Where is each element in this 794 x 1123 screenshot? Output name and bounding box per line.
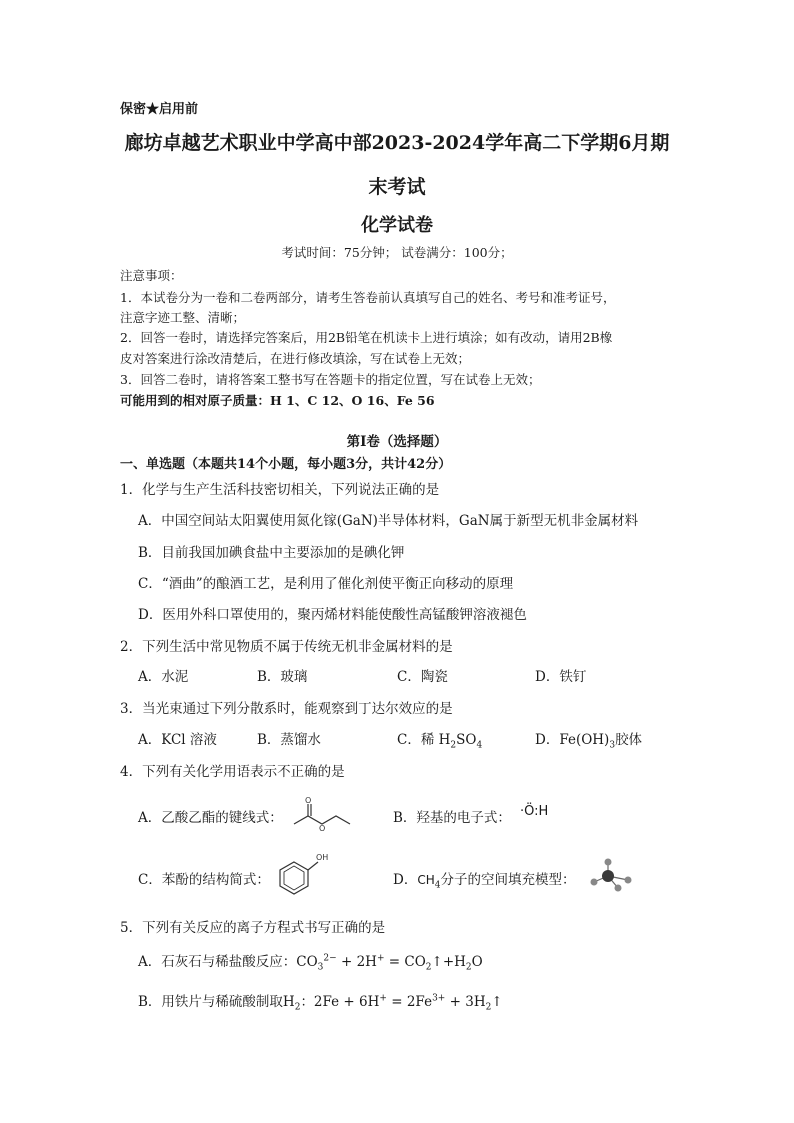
question-2-stem: 2．下列生活中常见物质不属于传统无机非金属材料的是	[120, 639, 453, 655]
note-line-1: 1．本试卷分为一卷和二卷两部分，请考生答卷前认真填写自己的姓名、考号和准考证号，	[120, 290, 616, 305]
question-5-option-b: B．用铁片与稀硫酸制取$H_2$：$2Fe + 6H^+ = 2Fe^{3+}$ + $3H_2↑$	[138, 993, 503, 1013]
question-3-stem: 3．当光束通过下列分散系时，能观察到丁达尔效应的是	[120, 701, 453, 717]
question-1-option-c: C．“酒曲”的酿酒工艺，是利用了催化剂使平衡正向移动的原理	[138, 576, 514, 592]
ethyl-acetate-carbonyl-o: O	[305, 796, 312, 805]
ethyl-acetate-ester-o: O	[319, 824, 326, 833]
phenol-structure-icon	[272, 850, 332, 896]
question-5-option-a: A．石灰石与稀盐酸反应：$CO_3^{2-} + 2H^+$ = $CO_2↑+H_2O$	[138, 953, 483, 973]
question-4-option-a: A．乙酸乙酯的键线式：	[138, 810, 283, 826]
question-3-option-b: B．蒸馏水	[257, 732, 321, 748]
question-5-stem: 5．下列有关反应的离子方程式书写正确的是	[120, 920, 386, 936]
question-4-option-c: C．苯酚的结构简式：	[138, 872, 270, 888]
question-4-option-b: B．羟基的电子式：	[393, 810, 511, 826]
section-title: 第Ⅰ卷（选择题）	[346, 434, 448, 450]
question-1-option-d: D．医用外科口罩使用的，聚丙烯材料能使酸性高锰酸钾溶液褪色	[138, 607, 527, 623]
question-3-option-d: D．$Fe(OH)_3$胶体	[535, 732, 643, 751]
question-1-option-a: A．中国空间站太阳翼使用氮化镓(GaN)半导体材料，GaN属于新型无机非金属材料	[138, 513, 639, 529]
notes-heading: 注意事项：	[120, 268, 183, 283]
hydroxyl-electron-formula: ·Ö:H	[520, 804, 549, 819]
exam-subtitle: 化学试卷	[361, 215, 433, 236]
exam-title-line1: 廊坊卓越艺术职业中学高中部2023-2024学年高二下学期6月期	[124, 132, 670, 154]
note-atomic-mass: 可能用到的相对原子质量：H 1、C 12、O 16、Fe 56	[120, 393, 435, 408]
note-line-5: 3．回答二卷时，请将答案工整书写在答题卡的指定位置，写在试卷上无效；	[120, 372, 541, 387]
question-1-stem: 1．化学与生产生活科技密切相关，下列说法正确的是	[120, 482, 440, 498]
note-line-3: 2．回答一卷时，请选择完答案后，用2B铅笔在机读卡上进行填涂；如有改动，请用2B橡	[120, 330, 613, 345]
question-2-option-a: A．水泥	[138, 669, 189, 685]
question-2-option-c: C．陶瓷	[397, 669, 448, 685]
question-4-stem: 4．下列有关化学用语表示不正确的是	[120, 764, 345, 780]
note-line-4: 皮对答案进行涂改清楚后，在进行修改填涂，写在试卷上无效；	[120, 351, 471, 366]
part-title: 一、单选题（本题共14个小题，每小题3分，共计42分）	[120, 457, 452, 472]
question-4-option-d: D．$CH_4$分子的空间填充模型：	[393, 872, 576, 891]
confidential-mark: 保密★启用前	[120, 102, 199, 117]
question-3-option-a: A．KCl 溶液	[138, 732, 217, 748]
question-2-option-b: B．玻璃	[257, 669, 308, 685]
question-1-option-b: B．目前我国加碘食盐中主要添加的是碘化钾	[138, 545, 405, 561]
note-line-2: 注意字迹工整、清晰；	[120, 310, 246, 325]
methane-space-filling-icon	[588, 856, 636, 894]
question-3-option-c: C．稀 $H_2SO_4$	[397, 732, 483, 751]
phenol-oh-label: OH	[316, 853, 329, 862]
question-2-option-d: D．铁钉	[535, 669, 587, 685]
ethyl-acetate-skeletal-icon	[290, 794, 362, 834]
exam-info: 考试时间：75分钟； 试卷满分：100分；	[281, 245, 513, 260]
exam-title-line2: 末考试	[368, 176, 426, 198]
